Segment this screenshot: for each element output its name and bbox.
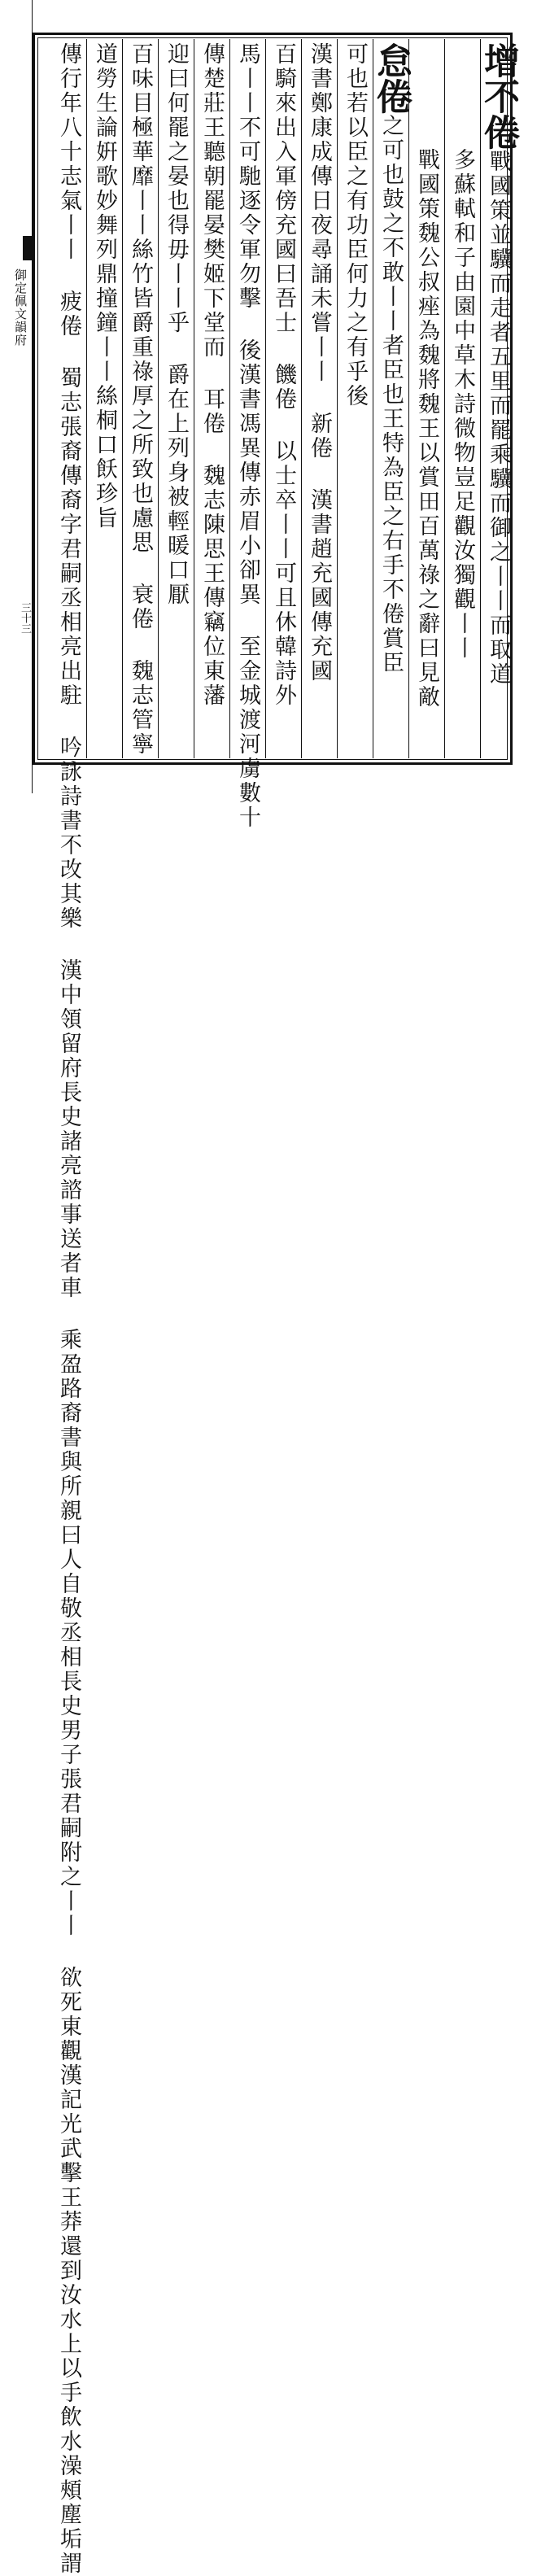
column-text: 百騎來出入軍傍充國曰吾士 饑倦 以士卒丨丨可且休韓詩外	[271, 42, 296, 708]
column-rule	[301, 39, 302, 758]
column-rule	[122, 39, 123, 758]
page-number: 三十三	[19, 602, 31, 634]
text-column	[339, 42, 370, 758]
column-text: 迎曰何罷之晏也得毋丨丨乎 爵在上列身被輕暖口厭	[164, 42, 189, 607]
column-rule	[86, 39, 87, 758]
column-text: 漢書鄭康成傳日夜尋誦未嘗丨丨 新倦 漢書趙充國傳充國	[307, 42, 332, 683]
text-column	[268, 42, 299, 758]
entry-headword: 增不倦	[478, 42, 519, 150]
column-rule	[229, 39, 230, 758]
book-title: 御定佩文韻府	[13, 269, 28, 347]
column-rule	[265, 39, 266, 758]
column-text: 之可也鼓之不敢丨丨者臣也王特為臣之右手不倦賞臣	[378, 114, 404, 675]
text-column	[124, 42, 155, 758]
column-text: 多蘇軾和子由園中草木詩微物豈足觀汝獨觀丨丨	[450, 148, 475, 661]
entry-headword: 怠倦	[370, 42, 412, 114]
margin-ornament	[23, 236, 33, 260]
column-rule	[158, 39, 159, 758]
text-column	[478, 42, 519, 758]
column-text: 傳行年八十志氣丨丨 疲倦 蜀志張裔傳裔字君嗣丞相亮出駐 吟詠詩書不改其樂 漢中領留府長史諸亮諮事送者車 乘盈路裔書與所親曰人自敬丞相長史男子張君嗣附之丨丨 欲死東觀漢記光武擊王莽還到汝水上以手飲水澡頰塵垢謂	[56, 42, 81, 2576]
text-column	[303, 42, 334, 758]
text-column	[370, 42, 412, 758]
column-rule	[444, 39, 445, 758]
text-column	[89, 42, 120, 758]
margin-strip	[0, 0, 33, 793]
text-column	[196, 42, 227, 758]
text-column	[53, 42, 84, 2576]
text-column	[232, 42, 263, 830]
column-rule	[408, 39, 409, 758]
column-text: 傳楚莊王聽朝罷晏樊姬下堂而 耳倦 魏志陳思王傳竊位東藩	[199, 42, 225, 708]
column-rule	[337, 39, 338, 758]
text-column	[411, 42, 442, 758]
text-column	[160, 42, 191, 758]
column-text: 馬丨丨不可馳逐令軍勿擊 後漢書馮異傳赤眉小卻異 至金城渡河虜數十	[235, 42, 260, 830]
text-column	[447, 42, 478, 758]
column-text: 道勞生論姸歌妙舞列鼎撞鐘丨丨絲桐口飫珍旨	[92, 42, 117, 530]
column-text: 百味目極華靡丨丨絲竹皆爵重祿厚之所致也慮思 衰倦 魏志管寧	[128, 42, 153, 757]
column-text: 戰國策並驥而走者五里而罷乘驥而御之丨丨而取道	[486, 150, 511, 687]
column-text: 戰國策魏公叔痤為魏將魏王以賞田百萬祿之辭曰見敵	[414, 148, 439, 709]
column-text: 可也若以臣之有功臣何力之有乎後	[343, 42, 368, 408]
